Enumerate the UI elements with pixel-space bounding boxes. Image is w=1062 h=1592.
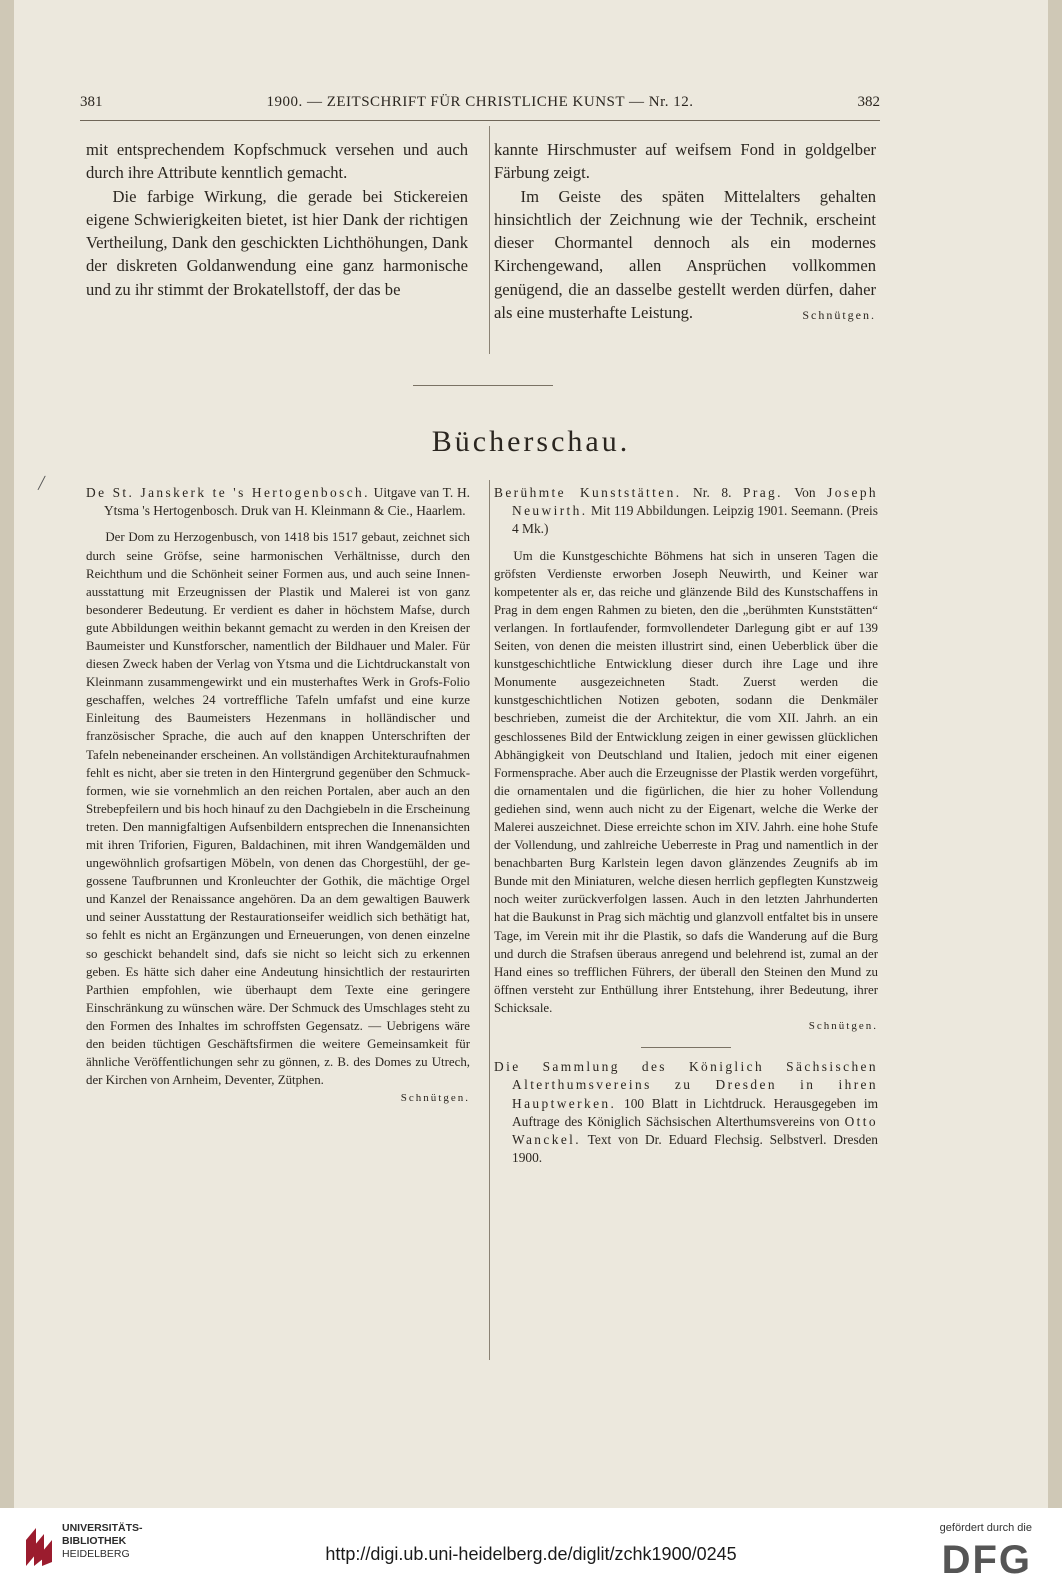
review-heading xyxy=(494,484,878,539)
dfg-logo: DFG xyxy=(941,1538,1032,1582)
page-number-left: 381 xyxy=(80,94,103,110)
paragraph-text: Im Geiste des späten Mittelalters gehalten hinsichtlich der Zeichnung wie der Technik, erscheint dieser Chormantel dennoch als ein modernes Kirchengewand, allen Ansprüchen vollkommen genügend, die an dasselbe gestellt werden dürfen, daher als eine musterhafte Leistung. xyxy=(494,186,876,323)
review-right-column xyxy=(494,484,878,1175)
signature: Schnütgen. xyxy=(802,308,876,323)
review-left-column xyxy=(86,484,470,1107)
review-heading xyxy=(494,1058,878,1167)
column-divider-reviews xyxy=(489,480,490,1360)
section-separator xyxy=(413,385,553,386)
review-publication-details: Mit 119 Abbildungen. Leipzig 1901. Seemann. (Preis 4 Mk.) xyxy=(512,503,878,537)
review-publication-details: 100 Blatt in Lichtdruck. Herausgegeben im Auftrage des Königlich Sächsischen Alterthumsvereins von xyxy=(512,1095,878,1129)
permalink[interactable]: http://digi.ub.uni-heidelberg.de/diglit/zchk1900/0245 xyxy=(325,1544,737,1564)
review-title: De St. Janskerk te 's Hertogenbosch. xyxy=(86,485,370,500)
review-subject: Prag. xyxy=(743,485,783,500)
digitization-footer xyxy=(0,1508,1062,1592)
review-body: Um die Kunstgeschichte Böhmens hat sich in unseren Tagen die gröfsten Verdienste erworben Joseph Neuwirth, und Keiner war kompetenter als er, das reiche und glänzende Bild des Kunstschaffens in Prag in dem engen Rahmen zu bieten, den die „berühmten Kunststätten“ verlangen. In fortlaufender, formvollendeter Darlegung gibt er auf 139 Seiten, von denen die meisten illustrirt sind, einen Ueberblick über die kunstgeschichtliche Entwicklung dieser durch ihre Lage und ihre Monumente ausgezeichneten Stadt. Zuerst werden die kunstgeschichtlichen Notizen geboten, sodann die Denkmäler beschrieben, zumeist die der Architektur, die vom XII. Jahrh. an ein geschlossenes Bild der Entwicklung zeigen in einer gewissen glücklichen Abhängigkeit von Deutschland und Italien, jedoch mit einer eigenen Formensprache. Aber auch die Erzeugnisse der Plastik werden vorgeführt, die ornamentalen und die figürlichen, die hier zu hoher Vollendung gediehen sind, wenn auch nicht zu der Eigenart, welche die Werke der Malerei auszeichnet. Diese erreichte schon im XIV. Jahrh. eine hohe Stufe der Vollendung, und zahlreiche Ueberreste in Prag und namentlich in der benachbarten Burg Karlstein legen davon glänzendes Zeugnifs ab im Bunde mit den Miniaturen, welche diesen herrlich gepflegten Kunstzweig noch weiter zurückverfolgen lassen. Auch in den letzten Jahrhunderten hat die Baukunst in Prag sich mächtig und glanzvoll entfaltet bis in unsere Tage, im Verein mit ihr die Plastik, so dafs die Wanderung auf die Burg und durch die Strafsen überaus anregend und belehrend ist, zumal an der Hand eines so trefflichen Führers, der überall den Steinen den Mund zu öffnen versteht zur Enthüllung ihrer Entstehung, ihrer Bedeutung, ihrer Schicksale. xyxy=(494,548,878,1015)
top-left-column xyxy=(86,138,468,301)
journal-title: 1900. — ZEITSCHRIFT FÜR CHRISTLICHE KUNST — Nr. 12. xyxy=(266,94,694,110)
margin-mark: ╱ xyxy=(38,476,46,490)
header-rule xyxy=(80,120,880,121)
review-publication-details-end: Text von Dr. Eduard Flechsig. Selbstverl. Dresden 1900. xyxy=(512,1131,878,1166)
review-separator xyxy=(641,1047,731,1048)
column-divider-top xyxy=(489,126,490,354)
library-line: HEIDELBERG xyxy=(62,1548,130,1560)
section-title: Bücherschau. xyxy=(431,425,631,458)
review-title: Berühmte Kunststätten. xyxy=(494,485,682,500)
library-line: UNIVERSITÄTS- xyxy=(62,1522,143,1534)
review-title: Die Sammlung des Königlich Sächsischen Alterthumsvereins zu Dresden in ihren Hauptwerken. xyxy=(494,1059,878,1111)
review-heading xyxy=(86,484,470,520)
review-editor: Otto Wanckel. xyxy=(512,1113,878,1147)
paragraph xyxy=(494,185,876,325)
signature: Schnütgen. xyxy=(808,1020,878,1033)
scan-edge-left xyxy=(0,0,14,1508)
scan-edge-right xyxy=(1048,0,1062,1508)
review-author: Joseph Neuwirth. xyxy=(512,485,879,519)
funding-note: gefördert durch die xyxy=(939,1522,1032,1534)
page-number-right: 382 xyxy=(857,94,880,110)
paragraph: mit entsprechendem Kopfschmuck versehen und auch durch ihre Attribute kenntlich gemacht. xyxy=(86,140,468,183)
series-number: Nr. 8. xyxy=(681,485,743,500)
review-by: Von xyxy=(782,485,828,500)
top-right-column xyxy=(494,138,876,327)
running-header xyxy=(80,94,880,118)
paragraph: Die farbige Wirkung, die gerade bei Stickereien eigene Schwierigkeiten bietet, ist hier Dank der richtigen Vertheilung, Dank den geschickten Lichthöhungen, Dank der diskreten Goldanwendung eine ganz harmonische und zu ihr stimmt der Brokatellstoff, der das be xyxy=(86,186,468,299)
signature: Schnütgen. xyxy=(400,1092,470,1105)
paragraph: kannte Hirschmuster auf weifsem Fond in goldgelber Färbung zeigt. xyxy=(494,140,876,183)
review-publication-details: Uitgave van T. H. Ytsma 's Hertogenbosch. Druk van H. Kleinmann & Cie., Haarlem. xyxy=(104,485,470,519)
review-body: Der Dom zu Herzogenbusch, von 1418 bis 1517 gebaut, zeichnet sich durch seine Gröfse, seine harmonischen Verhältnisse, durch den Reichthum und die Schönheit seiner Formen aus, und auch seine Innenausstattung mit Erzeugnissen der Plastik und Malerei ist von ganz besonderer Bedeutung. Er verdient es daher in höchstem Mafse, durch gute Abbildungen weithin bekannt gemacht zu werden in den Kreisen der Baumeister und Kunstforscher, namentlich der Bildhauer und Maler. Für diesen Zweck haben der Verlag von Ytsma und die Lichtdruckanstalt von Kleinmann zusammengewirkt und ein musterhaftes Werk in Grofs-Folio geschaffen, welches 24 vortreffliche Tafeln umfafst und eine kurze Einleitung des Baumeisters Hezenmans in holländischer und französischer Sprache, die auch auf den knappen Unterschriften der Tafeln nebeneinander erscheinen. An vollständigen Architekturaufnahmen fehlt es nicht, aber sie treten in den Hintergrund gegenüber den Schmuckformen, wie sie vornehmlich an den reichen Portalen, aber auch an den Strebepfeilern und bis hoch hinauf zu den Dachgiebeln in die Erscheinung treten. Den mannigfaltigen Aufsenbildern entsprechen die Innenansichten mit ihren Triforien, Figuren, Baldachinen, mit ihren Wandgemälden und ungewöhnlich grofsartigen Möbeln, von denen das Chorgestühl, der gegossene Taufbrunnen und Kronleuchter der Gothik, die mächtige Orgel und Kanzel der Renaissance angehören. Da an dem gewaltigen Bauwerk und seiner Ausstattung der Restaurationseifer weidlich sich bethätigt hat, so fehlt es nicht an Ergänzungen und Erneuerungen, von denen einzelne so geschickt behandelt sind, dafs sie nicht so leicht sich zu erkennen geben. Es hätte sich daher eine Andeutung hinsichtlich der restaurirten Parthien empfohlen, wie überhaupt dem Texte eine geringere Einschränkung zu wünschen wäre. Der Schmuck des Umschlages steht zu den Formen des Inhaltes im schroffsten Gegensatz. — Uebrigens wäre den beiden tüchtigen Geschäftsfirmen die weitere Gemeinsamkeit für ähnliche Veröffentlichungen sehr zu gönnen, z. B. des Domes zu Utrech, der Kirchen von Arnheim, Deventer, Zütphen. xyxy=(86,530,470,1088)
library-line: BIBLIOTHEK xyxy=(62,1535,127,1547)
